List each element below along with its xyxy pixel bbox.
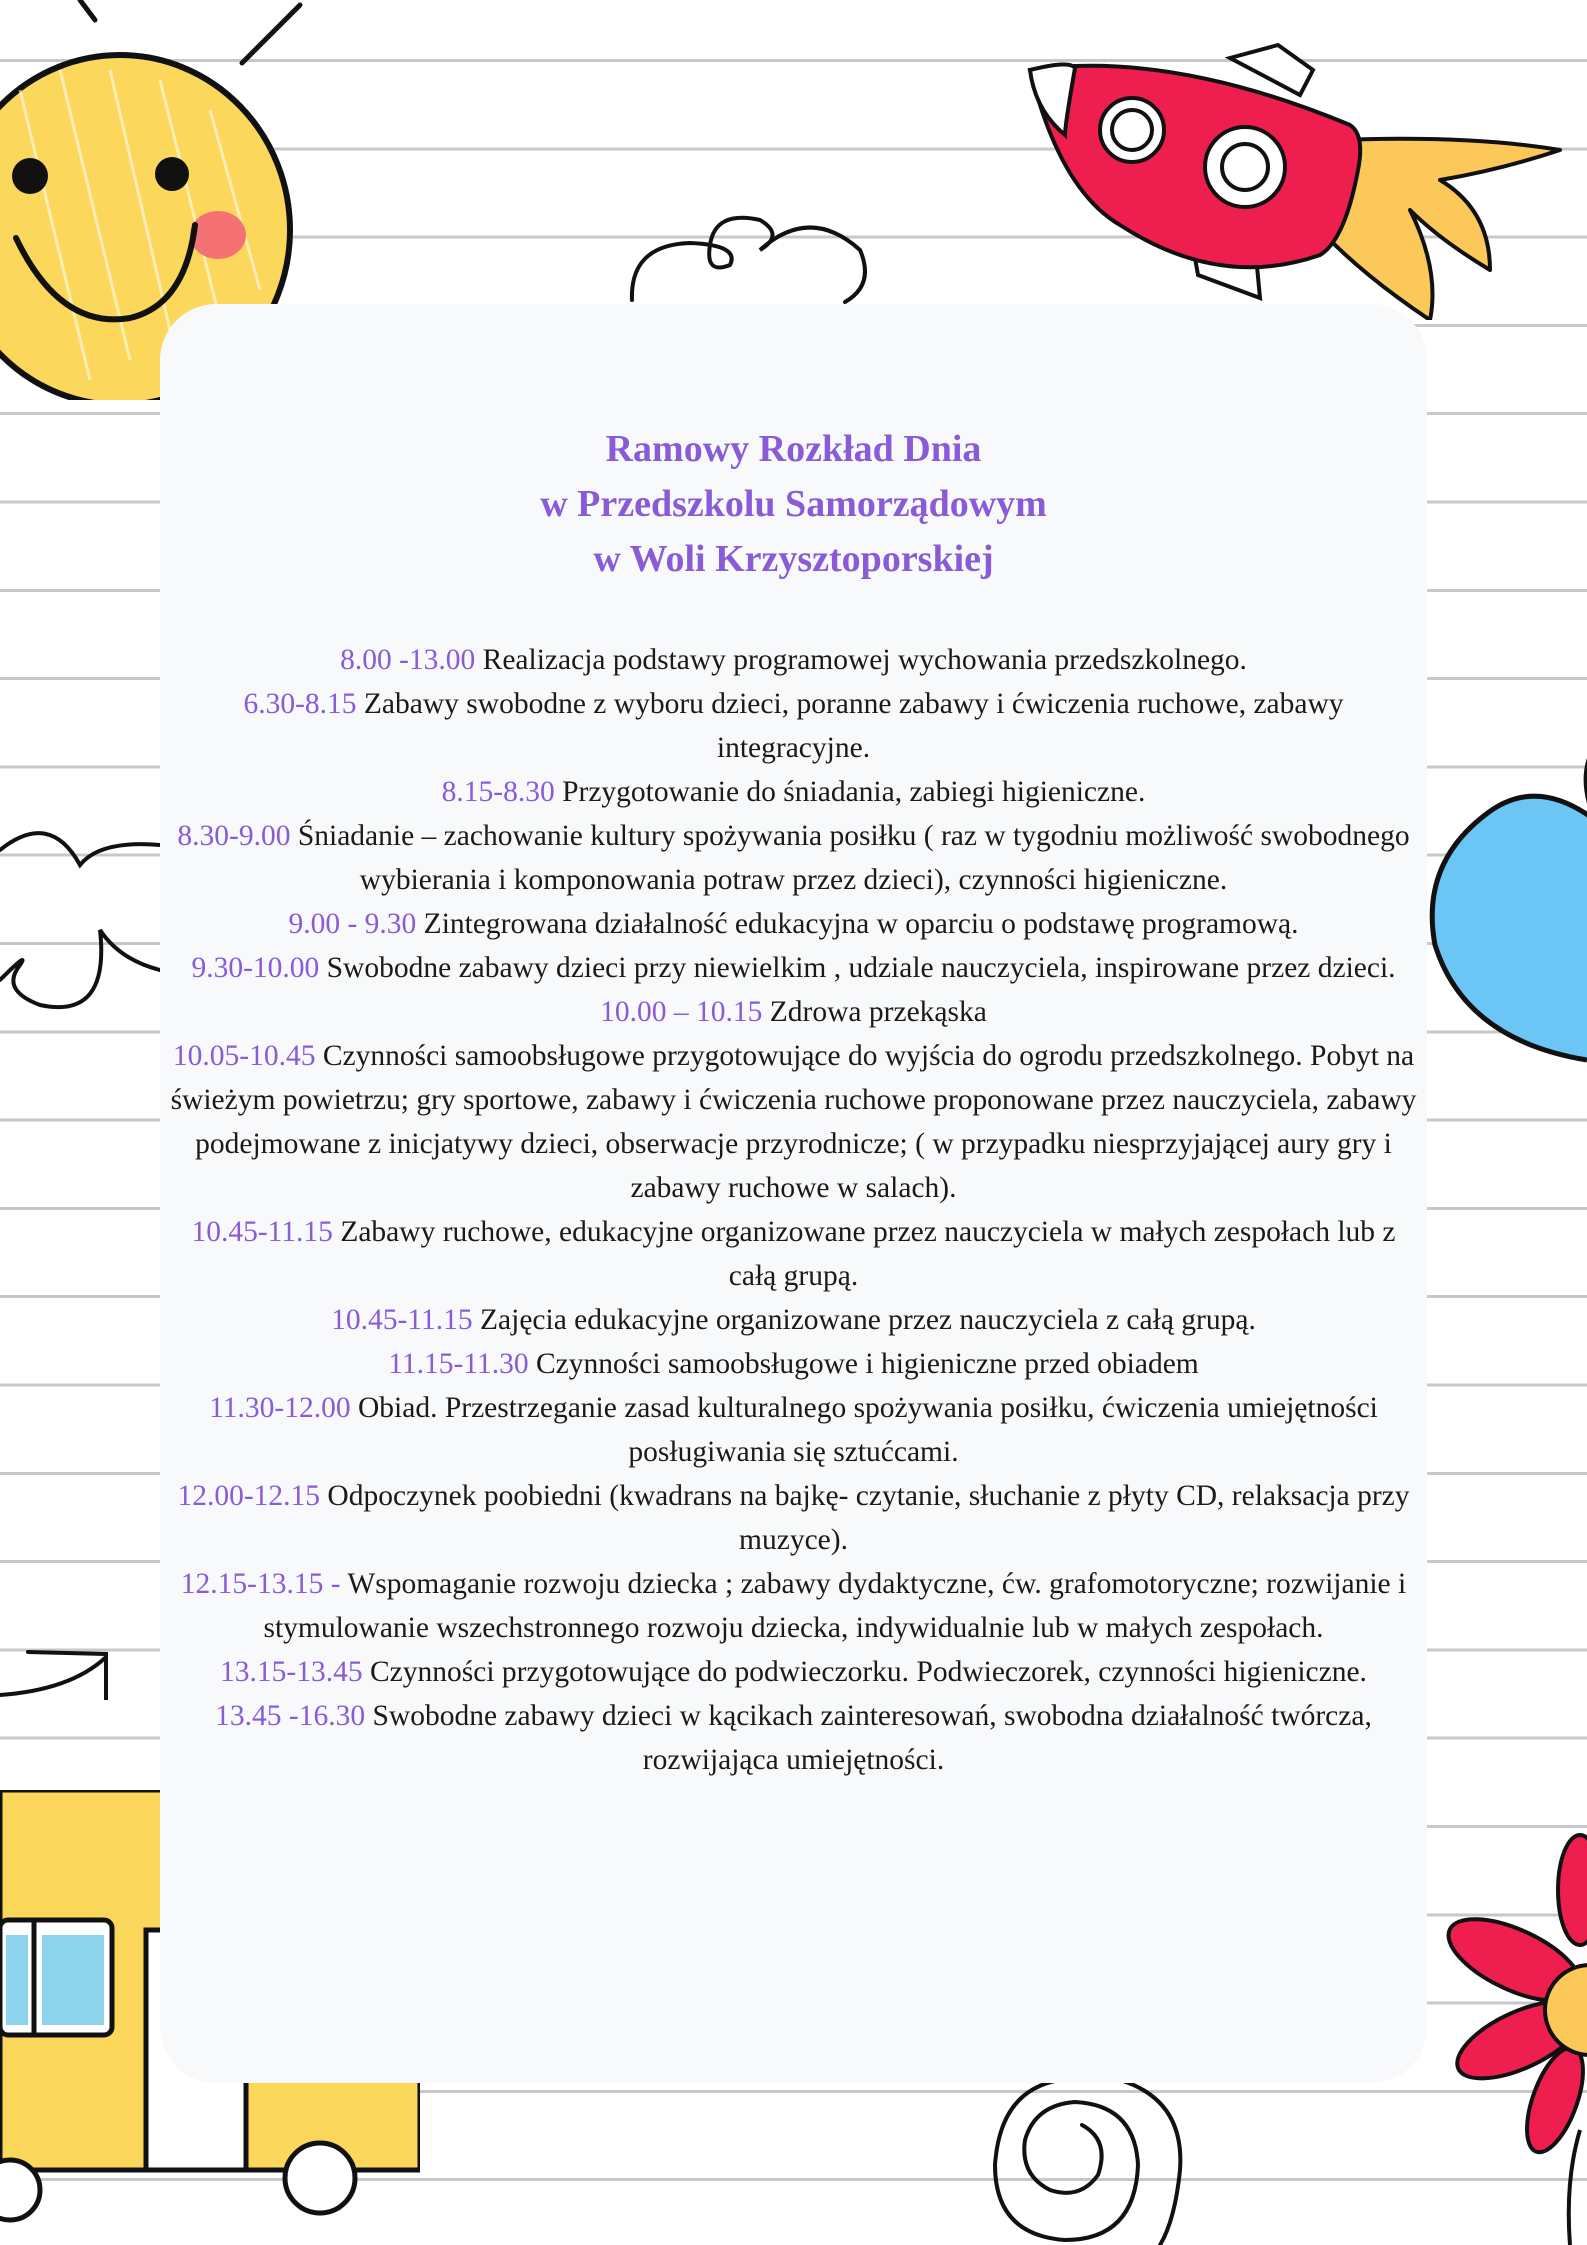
schedule-entry (170, 770, 1417, 814)
arrow-icon (0, 1590, 120, 1700)
flower-icon (1440, 1830, 1587, 2245)
entry-time: 13.45 -16.30 (215, 1700, 366, 1732)
entry-text: Swobodne zabawy dzieci w kącikach zainteresowań, swobodna działalność twórcza, rozwijająca umiejętności. (365, 1700, 1372, 1776)
entry-time: 8.15-8.30 (441, 776, 555, 808)
schedule-entry (170, 1034, 1417, 1210)
schedule-entry (170, 902, 1417, 946)
entry-time: 8.00 -13.00 (340, 644, 476, 676)
entry-time: 10.45-11.15 (331, 1304, 473, 1336)
rocket-icon (1020, 40, 1587, 320)
spiral-icon (970, 2080, 1210, 2245)
entry-time: 10.45-11.15 (191, 1216, 333, 1248)
schedule-entry (170, 1298, 1417, 1342)
entry-time: 11.30-12.00 (209, 1392, 351, 1424)
schedule-entry (170, 990, 1417, 1034)
schedule-entry (170, 1474, 1417, 1562)
entry-text: Obiad. Przestrzeganie zasad kulturalnego spożywania posiłku, ćwiczenia umiejętności posługiwania się sztućcami. (350, 1392, 1378, 1468)
entry-time: 9.00 - 9.30 (288, 908, 417, 940)
entry-text: Czynności przygotowujące do podwieczorku. Podwieczorek, czynności higieniczne. (362, 1656, 1367, 1688)
entry-text: Przygotowanie do śniadania, zabiegi higieniczne. (554, 776, 1146, 808)
schedule-entry (170, 638, 1417, 682)
entry-time: 12.00-12.15 (177, 1480, 321, 1512)
entry-text: Czynności samoobsługowe przygotowujące do wyjścia do ogrodu przedszkolnego. Pobyt na świeżym powietrzu; gry sportowe, zabawy i ćwiczenia ruchowe proponowane przez nauczyciela, zabawy podejmowane z inicjatywy dzieci, obserwacje przyrodnicze; ( w przypadku niesprzyjającej aury gry i zabawy ruchowe w salach). (170, 1040, 1417, 1204)
title-line: Ramowy Rozkład Dnia (605, 428, 982, 470)
heart-icon (1425, 730, 1587, 1070)
schedule-entry (170, 1210, 1417, 1298)
entry-time: 6.30-8.15 (243, 688, 357, 720)
schedule-entry (170, 946, 1417, 990)
entry-text: Zdrowa przekąska (762, 996, 987, 1028)
schedule-entry (170, 1650, 1417, 1694)
schedule-list (160, 638, 1427, 1782)
entry-time: 11.15-11.30 (388, 1348, 529, 1380)
entry-text: Swobodne zabawy dzieci przy niewielkim , udziale nauczyciela, inspirowane przez dzieci. (319, 952, 1396, 984)
title-line: w Przedszkolu Samorządowym (540, 483, 1047, 525)
scribble-cloud-icon (0, 820, 160, 1120)
entry-time: 9.30-10.00 (191, 952, 320, 984)
entry-text: Odpoczynek poobiedni (kwadrans na bajkę- czytanie, słuchanie z płyty CD, relaksacja przy muzyce). (320, 1480, 1410, 1556)
entry-time: 10.05-10.45 (172, 1040, 316, 1072)
schedule-entry (170, 814, 1417, 902)
page-title (160, 422, 1427, 587)
entry-text: Zabawy swobodne z wyboru dzieci, poranne zabawy i ćwiczenia ruchowe, zabawy integracyjne. (356, 688, 1344, 764)
entry-time: 13.15-13.45 (220, 1656, 363, 1688)
entry-time: 10.00 – 10.15 (600, 996, 763, 1028)
entry-text: Realizacja podstawy programowej wychowania przedszkolnego. (475, 644, 1247, 676)
entry-text: Wspomaganie rozwoju dziecka ; zabawy dydaktyczne, ćw. grafomotoryczne; rozwijanie i stymulowanie wszechstronnego rozwoju dziecka, indywidualnie lub w małych zespołach. (263, 1568, 1407, 1644)
schedule-entry (170, 1386, 1417, 1474)
schedule-card (160, 304, 1427, 2083)
title-line: w Woli Krzysztoporskiej (593, 538, 994, 580)
schedule-entry (170, 1562, 1417, 1650)
entry-time: 8.30-9.00 (177, 820, 291, 852)
schedule-entry (170, 1342, 1417, 1386)
entry-text: Zintegrowana działalność edukacyjna w oparciu o podstawę programową. (416, 908, 1299, 940)
schedule-entry (170, 682, 1417, 770)
entry-time: 12.15-13.15 - (180, 1568, 341, 1600)
entry-text: Zabawy ruchowe, edukacyjne organizowane przez nauczyciela w małych zespołach lub z całą grupą. (332, 1216, 1396, 1292)
schedule-entry (170, 1694, 1417, 1782)
entry-text: Śniadanie – zachowanie kultury spożywania posiłku ( raz w tygodniu możliwość swobodnego wybierania i komponowania potraw przez dzieci), czynności higieniczne. (290, 820, 1410, 896)
cloud-icon (620, 210, 880, 310)
entry-text: Czynności samoobsługowe i higieniczne przed obiadem (528, 1348, 1199, 1380)
entry-text: Zajęcia edukacyjne organizowane przez nauczyciela z całą grupą. (472, 1304, 1256, 1336)
